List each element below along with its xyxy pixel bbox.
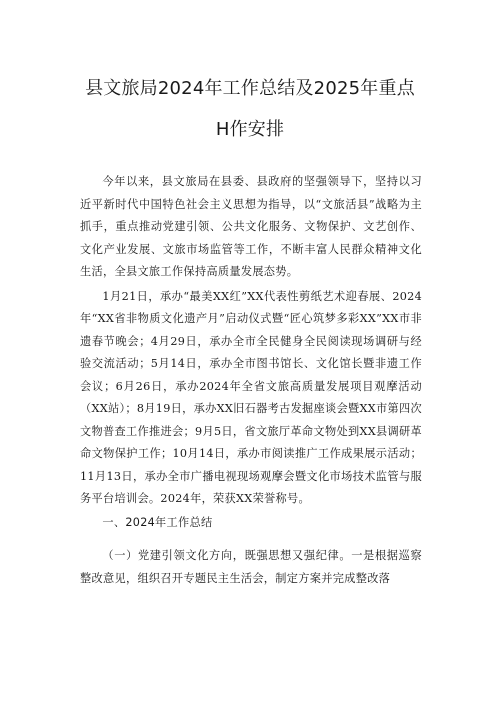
subsection-party-building: （一）党建引领文化方向，既强思想又强纪律。一是根据巡察整改意见，组织召开专题民主生活会，制定方案并完成整改落	[80, 549, 422, 585]
document-title-line-2: H作安排	[215, 119, 285, 140]
events-paragraph: 1月21日，承办“最美XX红”XX代表性剪纸艺术迎春展、2024年“XX省非物质文化遗产月”启动仪式暨“匠心筑梦多彩XX”XX市非遗春节晚会；4月29日，承办全市全民健身全民阅读现场调研与经验交流活动；5月14日，承办全市图书馆长、文化馆长暨非遗工作会议；6月26日，承办2024年全省文旅高质量发展项目观摩活动（XX站）；8月19日，承办XX旧石器考古发掘座谈会暨XX市第四次文物普查工作推进会；9月5日，省文旅厅革命文物处到XX县调研革命文物保护工作；10月14日，承办市阅读推广工作成果展示活动；11月13日，承办全市广播电视现场观摩会暨文化市场技术监管与服务平台培训会。2024年，荣获XX荣誉称号。	[80, 289, 422, 505]
document-body	[80, 171, 422, 590]
intro-paragraph: 今年以来，县文旅局在县委、县政府的坚强领导下，坚持以习近平新时代中国特色社会主义思想为指导，以“文旅活县”战略为主抓手，重点推动党建引领、公共文化服务、文物保护、文艺创作、文化产业发展、文旅市场监管等工作，不断丰富人民群众精神文化生活，全县文旅工作保持高质量发展态势。	[80, 175, 422, 278]
section-heading-work-summary: 一、2024年工作总结	[102, 515, 213, 529]
document-title-line-1: 县文旅局2024年工作总结及2025年重点	[85, 78, 415, 99]
